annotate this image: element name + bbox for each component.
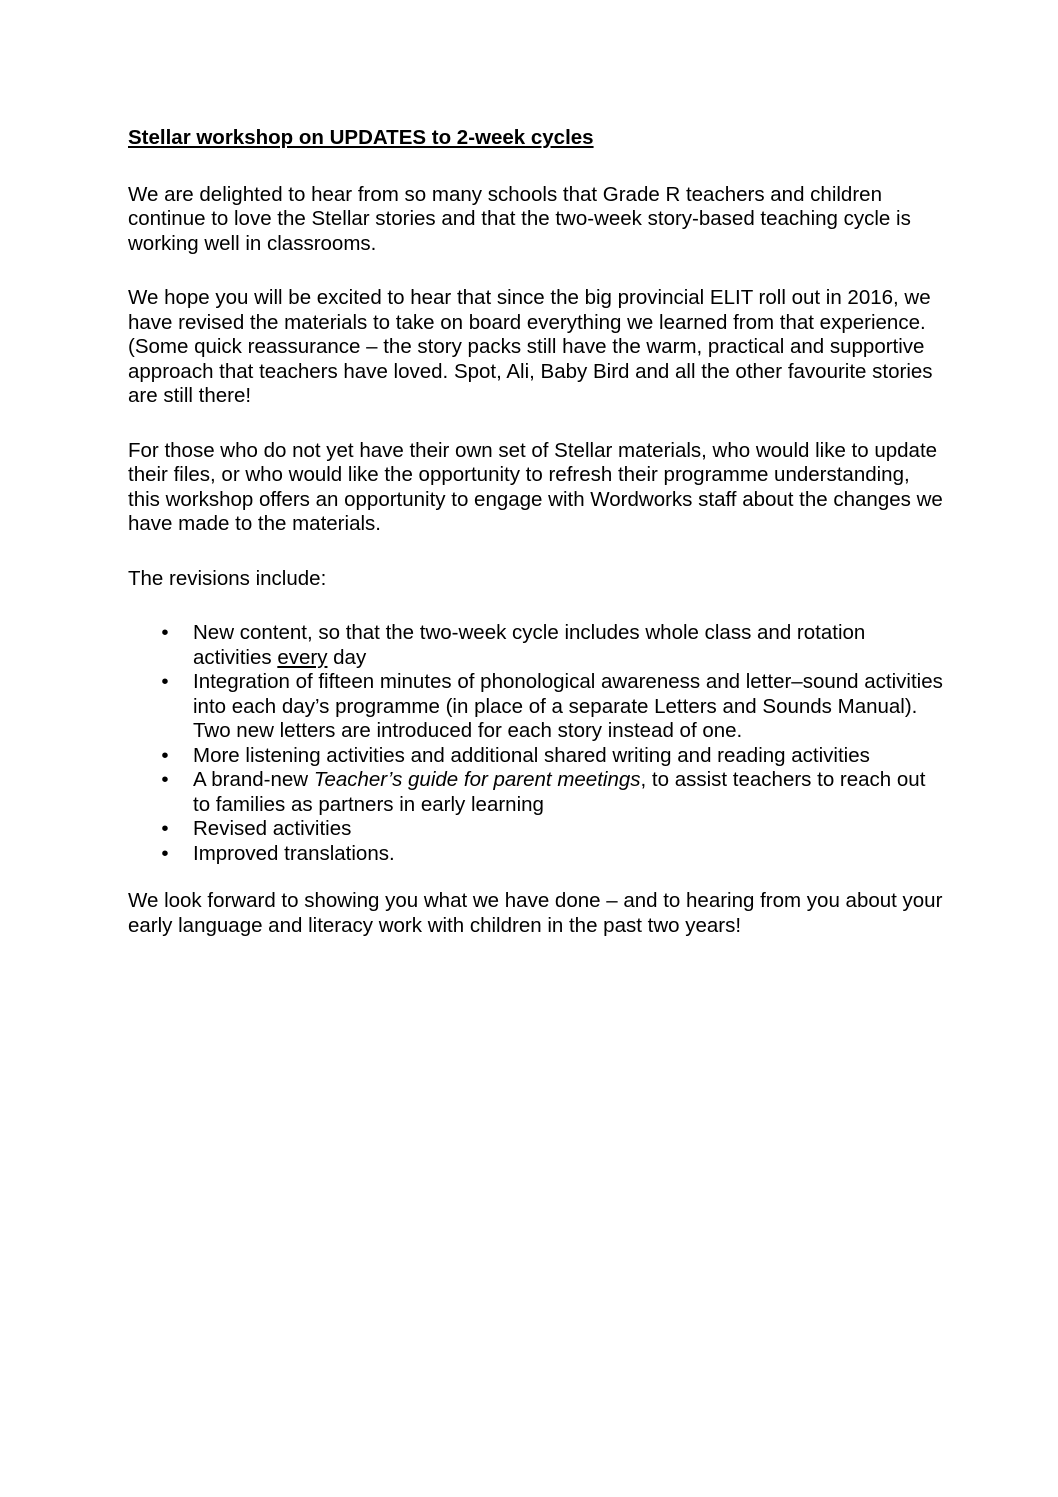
list-item [128, 621, 943, 670]
list-item-text: Revised activities [193, 817, 352, 840]
list-item-text: Improved translations. [193, 841, 395, 865]
revisions-intro: The revisions include: [128, 566, 327, 590]
revisions-list [128, 621, 943, 866]
bullet-icon: • [161, 817, 169, 840]
italic-guide-title: Teacher’s guide for parent meetings [313, 768, 641, 791]
intro-paragraph: We are delighted to hear from so many schools that Grade R teachers and children continue to love the Stellar stories and that the two-week story-based teaching cycle is working well in classrooms. [128, 182, 911, 255]
document-title: Stellar workshop on UPDATES to 2-week cycles [128, 126, 594, 149]
bullet-icon: • [161, 768, 169, 791]
bullet-icon: • [161, 841, 169, 865]
revision-paragraph: We hope you will be excited to hear that since the big provincial ELIT roll out in 2016, we have revised the materials to take on board everything we learned from that experience. (Some quick reassurance – the story packs still have the warm, practical and supportive approach that teachers have loved. Spot, Ali, Baby Bird and all the other favourite stories are still there! [128, 286, 933, 407]
bullet-icon: • [161, 621, 169, 644]
bullet-icon: • [161, 670, 169, 693]
list-item [128, 842, 943, 867]
list-item-text: Integration of fifteen minutes of phonological awareness and letter–sound activities into each day’s programme (in place of a separate Letters and Sounds Manual). Two new letters are introduced for each story instead of one. [193, 670, 943, 742]
list-item [128, 744, 943, 769]
list-item-text: day [327, 645, 367, 669]
list-item-text: More listening activities and additional shared writing and reading activities [193, 743, 870, 767]
list-item [128, 768, 943, 817]
bullet-icon: • [161, 743, 169, 767]
list-item-text: , to assist teachers to reach out to families as partners in early learning [193, 768, 926, 816]
document-body [128, 126, 943, 968]
underlined-word: every [277, 645, 328, 669]
list-item-text: A brand-new [193, 768, 314, 791]
workshop-paragraph: For those who do not yet have their own set of Stellar materials, who would like to update their files, or who would like the opportunity to refresh their programme understanding, this workshop offers an opportunity to engage with Wordworks staff about the changes we have made to the materials. [128, 438, 943, 535]
list-item [128, 817, 943, 842]
list-item-text: New content, so that the two-week cycle includes whole class and rotation activities [193, 621, 866, 669]
closing-paragraph: We look forward to showing you what we have done – and to hearing from you about your early language and literacy work with children in the past two years! [128, 889, 943, 937]
list-item [128, 670, 943, 744]
